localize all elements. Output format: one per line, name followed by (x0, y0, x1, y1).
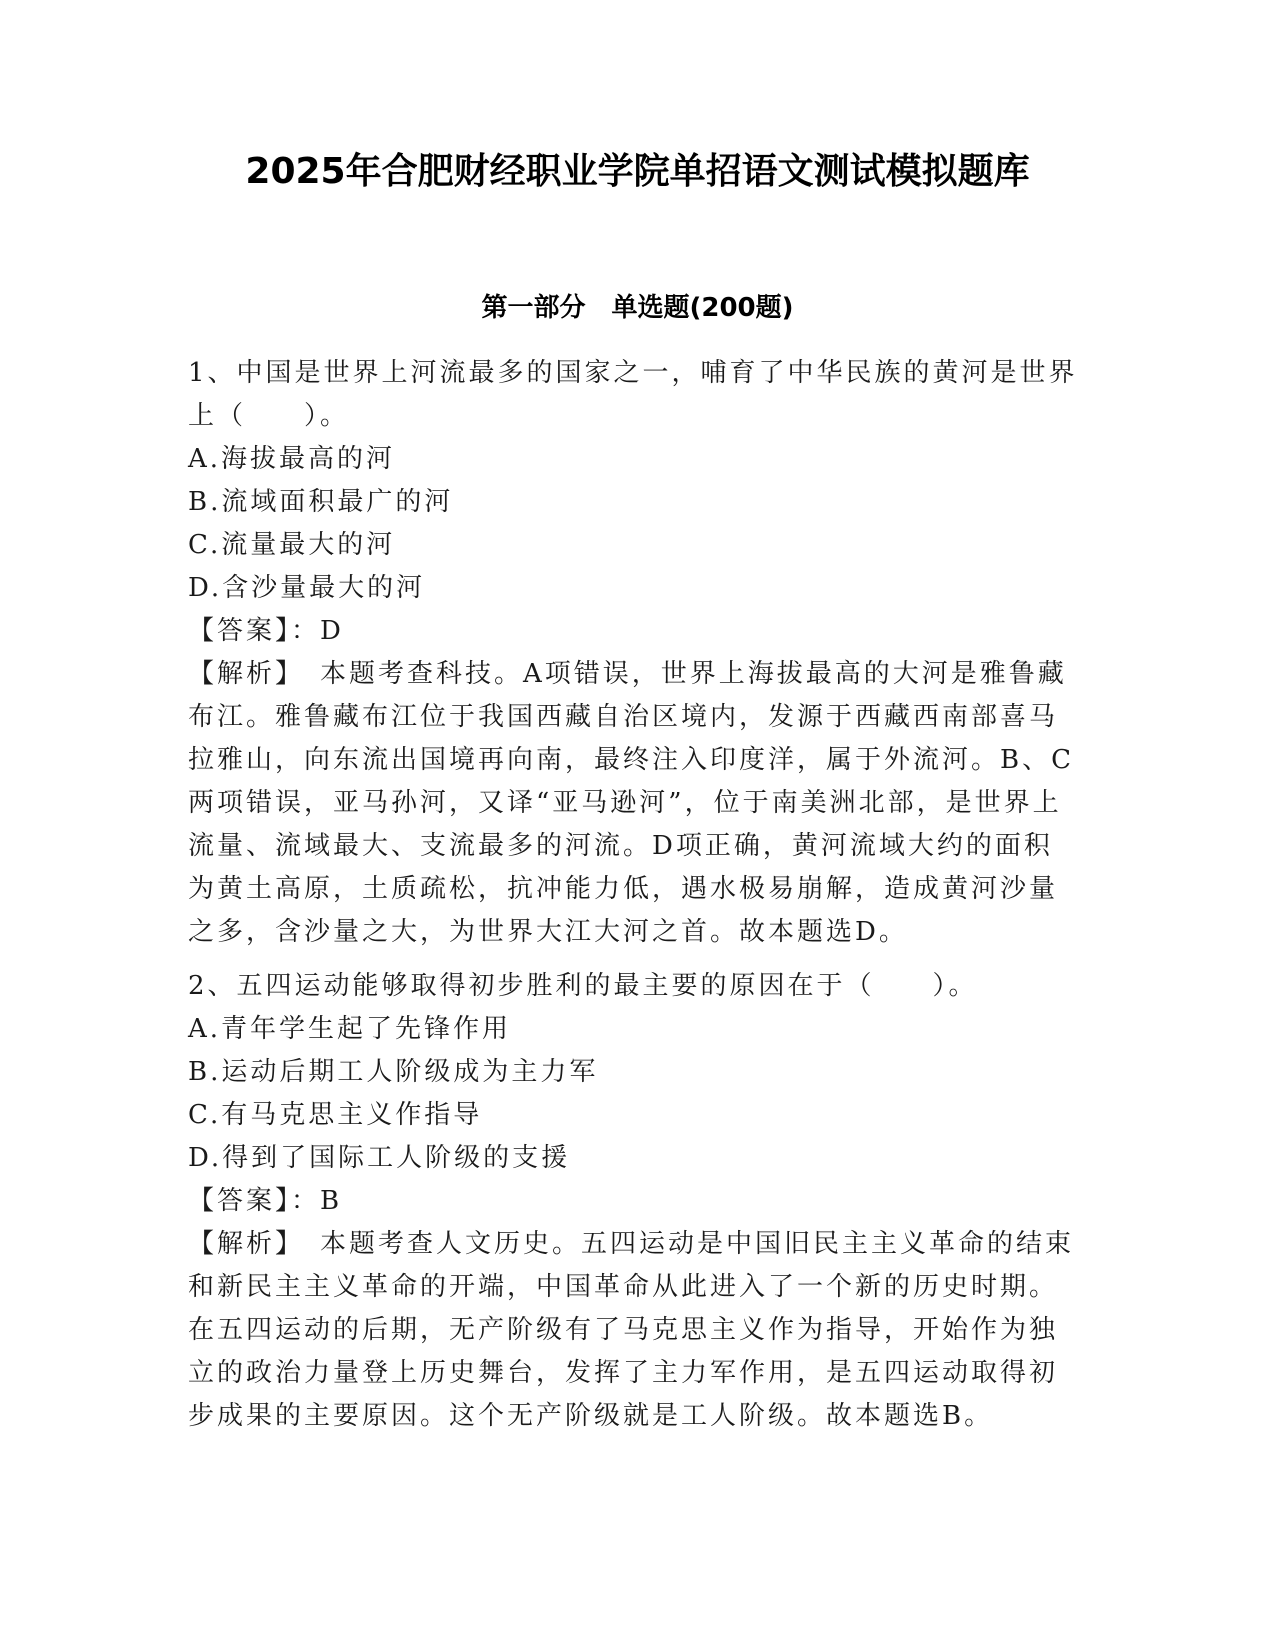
document-title: 2025年合肥财经职业学院单招语文测试模拟题库 (245, 151, 1030, 192)
question-list (188, 352, 1078, 1444)
option-d: D.得到了国际工人阶级的支援 (188, 1143, 571, 1173)
analysis-text (188, 1223, 1078, 1438)
option-b: B.流域面积最广的河 (188, 487, 454, 517)
option-c: C.有马克思主义作指导 (188, 1100, 483, 1130)
analysis-body: 本题考查人文历史。五四运动是中国旧民主主义革命的结束和新民主主义革命的开端，中国革命从此进入了一个新的历史时期。在五四运动的后期，无产阶级有了马克思主义作为指导，开始作为独立的政治力量登上历史舞台，发挥了主力军作用，是五四运动取得初步成果的主要原因。这个无产阶级就是工人阶级。故本题选B。 (188, 1229, 1075, 1431)
answer-label: 【答案】： (188, 1186, 321, 1216)
answer-value: D (320, 616, 344, 646)
answer-value: B (320, 1186, 343, 1216)
option-c: C.流量最大的河 (188, 530, 396, 560)
analysis-label: 【解析】 (188, 659, 292, 689)
analysis-body: 本题考查科技。A项错误，世界上海拔最高的大河是雅鲁藏布江。雅鲁藏布江位于我国西藏自治区境内，发源于西藏西南部喜马拉雅山，向东流出国境再向南，最终注入印度洋，属于外流河。B、C两项错误，亚马孙河，又译“亚马逊河”，位于南美洲北部，是世界上流量、流域最大、支流最多的河流。D项正确，黄河流域大约的面积为黄土高原，土质疏松，抗冲能力低，遇水极易崩解，造成黄河沙量之多，含沙量之大，为世界大江大河之首。故本题选D。 (188, 659, 1075, 947)
option-a: A.青年学生起了先锋作用 (188, 1014, 512, 1044)
question-1 (188, 352, 1078, 954)
analysis-label: 【解析】 (188, 1229, 292, 1259)
analysis-text (188, 653, 1078, 954)
answer-line (188, 610, 1078, 653)
option-b: B.运动后期工人阶级成为主力军 (188, 1057, 599, 1087)
question-stem: 2、五四运动能够取得初步胜利的最主要的原因在于（ ）。 (188, 971, 978, 1001)
question-stem: 1、中国是世界上河流最多的国家之一，哺育了中华民族的黄河是世界上（ ）。 (188, 358, 1078, 431)
question-2 (188, 965, 1078, 1438)
answer-line (188, 1180, 1078, 1223)
section-heading: 第一部分 单选题(200题) (481, 293, 794, 323)
option-d: D.含沙量最大的河 (188, 573, 426, 603)
answer-label: 【答案】： (188, 616, 321, 646)
option-a: A.海拔最高的河 (188, 444, 396, 474)
